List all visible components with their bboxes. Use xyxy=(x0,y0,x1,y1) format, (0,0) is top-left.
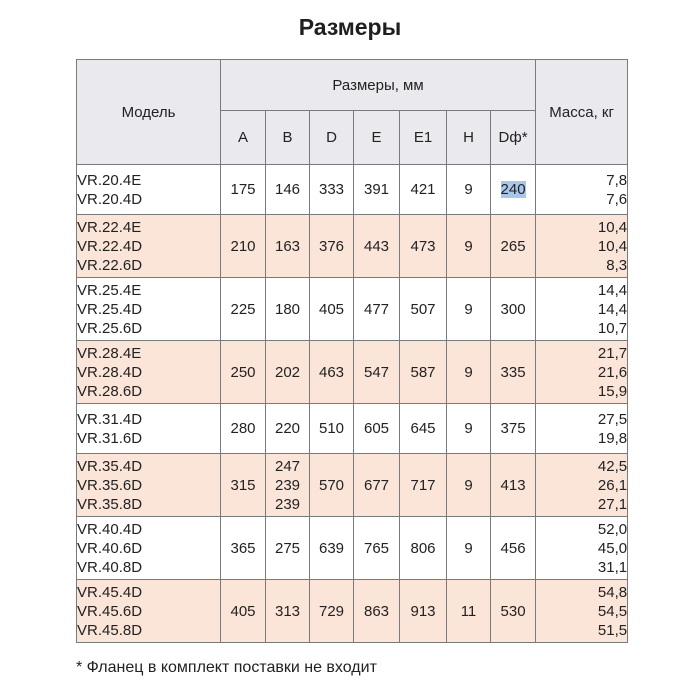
value-cell-h xyxy=(447,404,491,454)
model-cell xyxy=(77,341,221,404)
d-value: 729 xyxy=(318,602,345,620)
mass-value: 54,5 xyxy=(597,602,628,620)
mass-value: 51,5 xyxy=(597,621,628,639)
model-name: VR.22.6D xyxy=(77,256,143,274)
h-value: 11 xyxy=(460,602,477,620)
e-value: 765 xyxy=(363,539,390,557)
e1-value: 473 xyxy=(410,237,436,255)
b-value: 275 xyxy=(274,539,301,557)
mass-value: 14,4 xyxy=(597,281,628,299)
model-name: VR.25.6D xyxy=(77,319,143,337)
a-value: 315 xyxy=(230,476,256,494)
h-value: 9 xyxy=(464,237,473,255)
a-value: 250 xyxy=(230,363,256,381)
df-value: 300 xyxy=(500,300,526,318)
e1-value: 645 xyxy=(410,420,436,437)
h-value: 9 xyxy=(464,300,473,318)
value-cell-d xyxy=(310,404,354,454)
e-value: 677 xyxy=(363,476,390,494)
value-cell-df xyxy=(491,580,536,643)
e-value: 477 xyxy=(363,300,390,318)
mass-value: 7,6 xyxy=(606,190,628,208)
model-name: VR.20.4E xyxy=(77,171,142,189)
b-value: 313 xyxy=(274,602,301,620)
table-row xyxy=(77,278,628,341)
table-row xyxy=(77,341,628,404)
value-cell-a xyxy=(221,454,266,517)
mass-cell xyxy=(536,517,628,580)
value-cell-b xyxy=(266,517,310,580)
mass-value: 21,6 xyxy=(597,363,628,381)
e-value: 863 xyxy=(363,602,390,620)
table-row xyxy=(77,404,628,454)
value-cell-df xyxy=(491,454,536,517)
value-cell-h xyxy=(447,517,491,580)
e1-value: 587 xyxy=(410,363,436,381)
h-value: 9 xyxy=(464,181,473,198)
d-value: 510 xyxy=(318,420,345,437)
b-value: 220 xyxy=(274,420,301,437)
model-name: VR.40.8D xyxy=(77,558,143,576)
mass-value: 19,8 xyxy=(597,429,628,447)
value-cell-a xyxy=(221,404,266,454)
e1-value: 717 xyxy=(410,476,436,494)
mass-value: 14,4 xyxy=(597,300,628,318)
d-value: 376 xyxy=(318,237,345,255)
model-cell xyxy=(77,454,221,517)
mass-value: 26,1 xyxy=(597,476,628,494)
value-cell-h xyxy=(447,278,491,341)
value-cell-b xyxy=(266,278,310,341)
column-header-e1: E1 xyxy=(400,111,447,165)
model-name: VR.45.6D xyxy=(77,602,143,620)
e1-value: 421 xyxy=(410,181,436,198)
table-row xyxy=(77,165,628,215)
model-name: VR.28.6D xyxy=(77,382,143,400)
column-header-e: E xyxy=(354,111,400,165)
value-cell-d xyxy=(310,278,354,341)
d-value: 463 xyxy=(318,363,345,381)
model-name: VR.31.6D xyxy=(77,429,143,447)
mass-value: 45,0 xyxy=(597,539,628,557)
b-value: 202 xyxy=(274,363,301,381)
value-cell-a xyxy=(221,165,266,215)
table-row xyxy=(77,454,628,517)
footnote: * Фланец в комплект поставки не входит xyxy=(76,659,377,676)
df-value: 530 xyxy=(500,602,526,620)
model-cell xyxy=(77,517,221,580)
model-cell xyxy=(77,215,221,278)
mass-value: 15,9 xyxy=(597,382,628,400)
value-cell-h xyxy=(447,454,491,517)
mass-value: 10,4 xyxy=(597,237,628,255)
value-cell-d xyxy=(310,580,354,643)
column-header-d: D xyxy=(310,111,354,165)
e-value: 391 xyxy=(363,181,390,198)
model-name: VR.25.4E xyxy=(77,281,142,299)
a-value: 175 xyxy=(230,181,256,198)
model-header: Модель xyxy=(77,60,221,165)
h-value: 9 xyxy=(464,476,473,494)
value-cell-e xyxy=(354,454,400,517)
df-value: 265 xyxy=(500,237,526,255)
page-title: Размеры xyxy=(298,14,402,40)
value-cell-df xyxy=(491,215,536,278)
value-cell-b xyxy=(266,165,310,215)
column-header-df: Dф* xyxy=(491,111,536,165)
mass-value: 10,7 xyxy=(597,319,628,337)
h-value: 9 xyxy=(464,420,473,437)
mass-cell xyxy=(536,454,628,517)
model-name: VR.35.6D xyxy=(77,476,143,494)
df-value: 375 xyxy=(500,420,526,437)
df-value: 456 xyxy=(500,539,526,557)
value-cell-df xyxy=(491,341,536,404)
a-value: 405 xyxy=(230,602,256,620)
value-cell-e1 xyxy=(400,580,447,643)
a-value: 280 xyxy=(230,420,256,437)
d-value: 570 xyxy=(318,476,345,494)
model-name: VR.45.4D xyxy=(77,583,143,601)
model-name: VR.28.4E xyxy=(77,344,142,362)
mass-value: 27,5 xyxy=(597,410,628,428)
a-value: 225 xyxy=(230,300,256,318)
a-value: 210 xyxy=(230,237,256,255)
model-name: VR.45.8D xyxy=(77,621,143,639)
value-cell-a xyxy=(221,341,266,404)
value-cell-e xyxy=(354,517,400,580)
value-cell-a xyxy=(221,215,266,278)
mass-cell xyxy=(536,278,628,341)
b-value: 247 xyxy=(274,457,301,475)
mass-value: 27,1 xyxy=(597,495,628,513)
b-value: 180 xyxy=(274,300,301,318)
mass-value: 21,7 xyxy=(597,344,628,362)
table-row xyxy=(77,215,628,278)
value-cell-d xyxy=(310,215,354,278)
value-cell-a xyxy=(221,278,266,341)
dimensions-group-header: Размеры, мм xyxy=(221,60,536,111)
d-value: 639 xyxy=(318,539,345,557)
value-cell-df xyxy=(491,517,536,580)
e-value: 443 xyxy=(363,237,390,255)
model-name: VR.22.4D xyxy=(77,237,143,255)
mass-cell xyxy=(536,341,628,404)
mass-header: Масса, кг xyxy=(536,60,628,165)
d-value: 405 xyxy=(318,300,345,318)
mass-value: 52,0 xyxy=(597,520,628,538)
model-name: VR.22.4E xyxy=(77,218,142,236)
df-value: 413 xyxy=(500,476,526,494)
value-cell-e1 xyxy=(400,341,447,404)
e1-value: 806 xyxy=(410,539,436,557)
mass-cell xyxy=(536,404,628,454)
value-cell-h xyxy=(447,580,491,643)
d-value: 333 xyxy=(318,181,345,198)
value-cell-h xyxy=(447,215,491,278)
mass-value: 10,4 xyxy=(597,218,628,236)
model-cell xyxy=(77,580,221,643)
model-name: VR.28.4D xyxy=(77,363,143,381)
value-cell-a xyxy=(221,580,266,643)
column-header-a: A xyxy=(221,111,266,165)
h-value: 9 xyxy=(464,539,473,557)
b-value: 163 xyxy=(274,237,301,255)
mass-value: 7,8 xyxy=(606,171,628,189)
value-cell-e1 xyxy=(400,517,447,580)
model-name: VR.40.4D xyxy=(77,520,143,538)
h-value: 9 xyxy=(464,363,473,381)
model-name: VR.20.4D xyxy=(77,190,143,208)
a-value: 365 xyxy=(230,539,256,557)
b-value: 239 xyxy=(274,476,301,494)
model-name: VR.31.4D xyxy=(77,410,143,428)
value-cell-df xyxy=(491,278,536,341)
mass-value: 54,8 xyxy=(597,583,628,601)
e-value: 547 xyxy=(363,363,390,381)
value-cell-df xyxy=(491,165,536,215)
e1-value: 913 xyxy=(410,602,436,620)
mass-value: 42,5 xyxy=(597,457,628,475)
value-cell-e1 xyxy=(400,165,447,215)
value-cell-e xyxy=(354,165,400,215)
e-value: 605 xyxy=(363,420,390,437)
value-cell-b xyxy=(266,215,310,278)
b-value: 239 xyxy=(274,495,301,513)
model-name: VR.35.4D xyxy=(77,457,143,475)
column-header-b: B xyxy=(266,111,310,165)
value-cell-b xyxy=(266,404,310,454)
model-name: VR.35.8D xyxy=(77,495,143,513)
mass-cell xyxy=(536,215,628,278)
table-body xyxy=(77,165,628,643)
value-cell-h xyxy=(447,341,491,404)
value-cell-df xyxy=(491,404,536,454)
model-cell xyxy=(77,404,221,454)
value-cell-e xyxy=(354,580,400,643)
model-cell xyxy=(77,278,221,341)
dimensions-table xyxy=(76,59,628,643)
b-value: 146 xyxy=(274,181,301,198)
column-header-h: H xyxy=(447,111,491,165)
value-cell-e xyxy=(354,215,400,278)
value-cell-d xyxy=(310,517,354,580)
value-cell-d xyxy=(310,454,354,517)
value-cell-a xyxy=(221,517,266,580)
table-row xyxy=(77,517,628,580)
value-cell-b xyxy=(266,454,310,517)
model-name: VR.25.4D xyxy=(77,300,143,318)
value-cell-h xyxy=(447,165,491,215)
mass-value: 31,1 xyxy=(597,558,628,576)
value-cell-d xyxy=(310,341,354,404)
value-cell-e xyxy=(354,341,400,404)
value-cell-b xyxy=(266,580,310,643)
value-cell-e1 xyxy=(400,278,447,341)
value-cell-e xyxy=(354,404,400,454)
value-cell-e1 xyxy=(400,215,447,278)
table-row xyxy=(77,580,628,643)
mass-cell xyxy=(536,165,628,215)
value-cell-e1 xyxy=(400,404,447,454)
df-value: 335 xyxy=(500,363,526,381)
e1-value: 507 xyxy=(410,300,436,318)
model-name: VR.40.6D xyxy=(77,539,143,557)
value-cell-b xyxy=(266,341,310,404)
mass-cell xyxy=(536,580,628,643)
model-cell xyxy=(77,165,221,215)
mass-value: 8,3 xyxy=(606,256,628,274)
value-cell-e1 xyxy=(400,454,447,517)
value-cell-e xyxy=(354,278,400,341)
value-cell-d xyxy=(310,165,354,215)
df-value[interactable]: 240 xyxy=(500,181,526,198)
